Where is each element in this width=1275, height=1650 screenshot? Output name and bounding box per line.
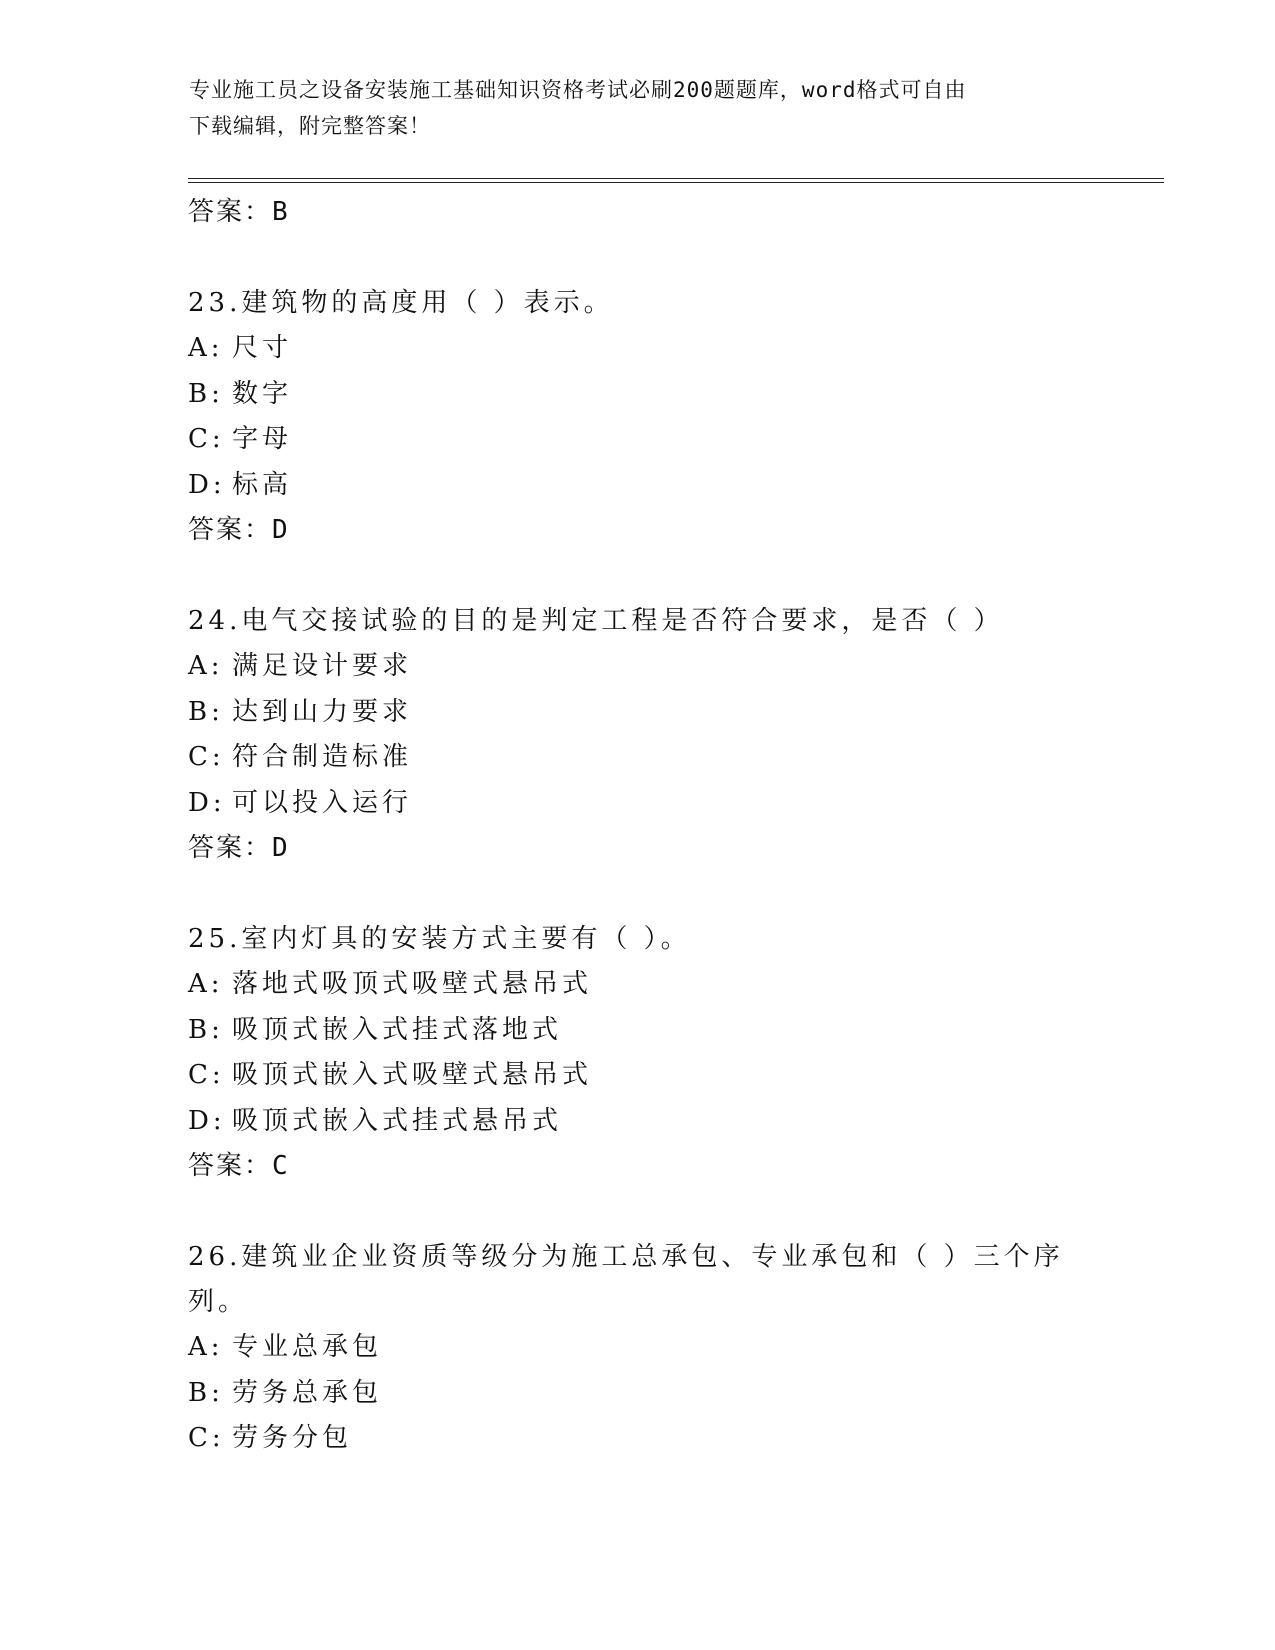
answer-line: 答案：D	[188, 833, 290, 863]
option-text: 字母	[232, 424, 293, 454]
question-24	[188, 599, 1148, 871]
option-b	[188, 1371, 1148, 1417]
option-c	[188, 735, 1148, 781]
option-text: 尺寸	[232, 333, 293, 363]
option-letter: B:	[188, 1377, 224, 1408]
option-text: 吸顶式嵌入式挂式悬吊式	[232, 1105, 563, 1136]
answer-line: 答案：D	[188, 515, 290, 545]
header-title-line-2: 下载编辑，附完整答案！	[189, 114, 431, 138]
option-letter: C:	[188, 742, 225, 772]
option-d	[188, 1099, 1148, 1145]
answer-line: 答案：C	[188, 1151, 290, 1181]
option-letter: D:	[188, 787, 226, 818]
option-text: 劳务分包	[232, 1423, 353, 1453]
option-text: 落地式吸顶式吸壁式悬吊式	[232, 969, 593, 999]
document-header	[189, 72, 1089, 144]
answer-line: 答案：B	[188, 197, 290, 227]
option-text: 吸顶式嵌入式挂式落地式	[232, 1014, 563, 1045]
question-text: 23.建筑物的高度用（ ）表示。	[188, 288, 614, 318]
option-letter: C:	[188, 424, 225, 454]
option-text: 达到山力要求	[232, 696, 413, 727]
option-text: 符合制造标准	[232, 742, 413, 772]
option-letter: A:	[188, 333, 224, 363]
question-text: 26.建筑业企业资质等级分为施工总承包、专业承包和（ ）三个序列。	[188, 1242, 1064, 1317]
option-a	[188, 644, 1148, 690]
option-text: 专业总承包	[232, 1332, 383, 1362]
option-letter: D:	[188, 469, 226, 500]
header-title-line-1: 专业施工员之设备安装施工基础知识资格考试必刷200题题库，word格式可自由	[189, 78, 967, 102]
spacer	[188, 871, 1148, 917]
option-c	[188, 417, 1148, 463]
option-text: 数字	[232, 378, 293, 409]
option-letter: B:	[188, 696, 224, 727]
option-text: 满足设计要求	[232, 651, 413, 681]
option-text: 劳务总承包	[232, 1377, 383, 1408]
header-double-rule	[188, 178, 1164, 183]
question-text: 24.电气交接试验的目的是判定工程是否符合要求，是否（ ）	[188, 606, 1004, 636]
document-body	[188, 190, 1148, 1462]
option-letter: A:	[188, 1332, 224, 1362]
spacer	[188, 235, 1148, 281]
option-a	[188, 1325, 1148, 1371]
option-d	[188, 463, 1148, 509]
option-b	[188, 1008, 1148, 1054]
option-d	[188, 781, 1148, 827]
option-letter: D:	[188, 1105, 226, 1136]
option-a	[188, 326, 1148, 372]
question-25	[188, 917, 1148, 1189]
option-letter: A:	[188, 651, 224, 681]
option-b	[188, 372, 1148, 418]
option-text: 可以投入运行	[232, 787, 413, 818]
option-letter: C:	[188, 1060, 225, 1090]
option-letter: B:	[188, 378, 224, 409]
option-c	[188, 1053, 1148, 1099]
option-a	[188, 962, 1148, 1008]
option-text: 标高	[232, 469, 293, 500]
spacer	[188, 1189, 1148, 1235]
spacer	[188, 553, 1148, 599]
option-letter: C:	[188, 1423, 225, 1453]
question-26	[188, 1235, 1148, 1462]
option-letter: A:	[188, 969, 224, 999]
option-text: 吸顶式嵌入式吸壁式悬吊式	[232, 1060, 593, 1090]
option-letter: B:	[188, 1014, 224, 1045]
question-text: 25.室内灯具的安装方式主要有（ ）。	[188, 924, 691, 954]
option-b	[188, 690, 1148, 736]
question-23	[188, 281, 1148, 553]
option-c	[188, 1416, 1148, 1462]
